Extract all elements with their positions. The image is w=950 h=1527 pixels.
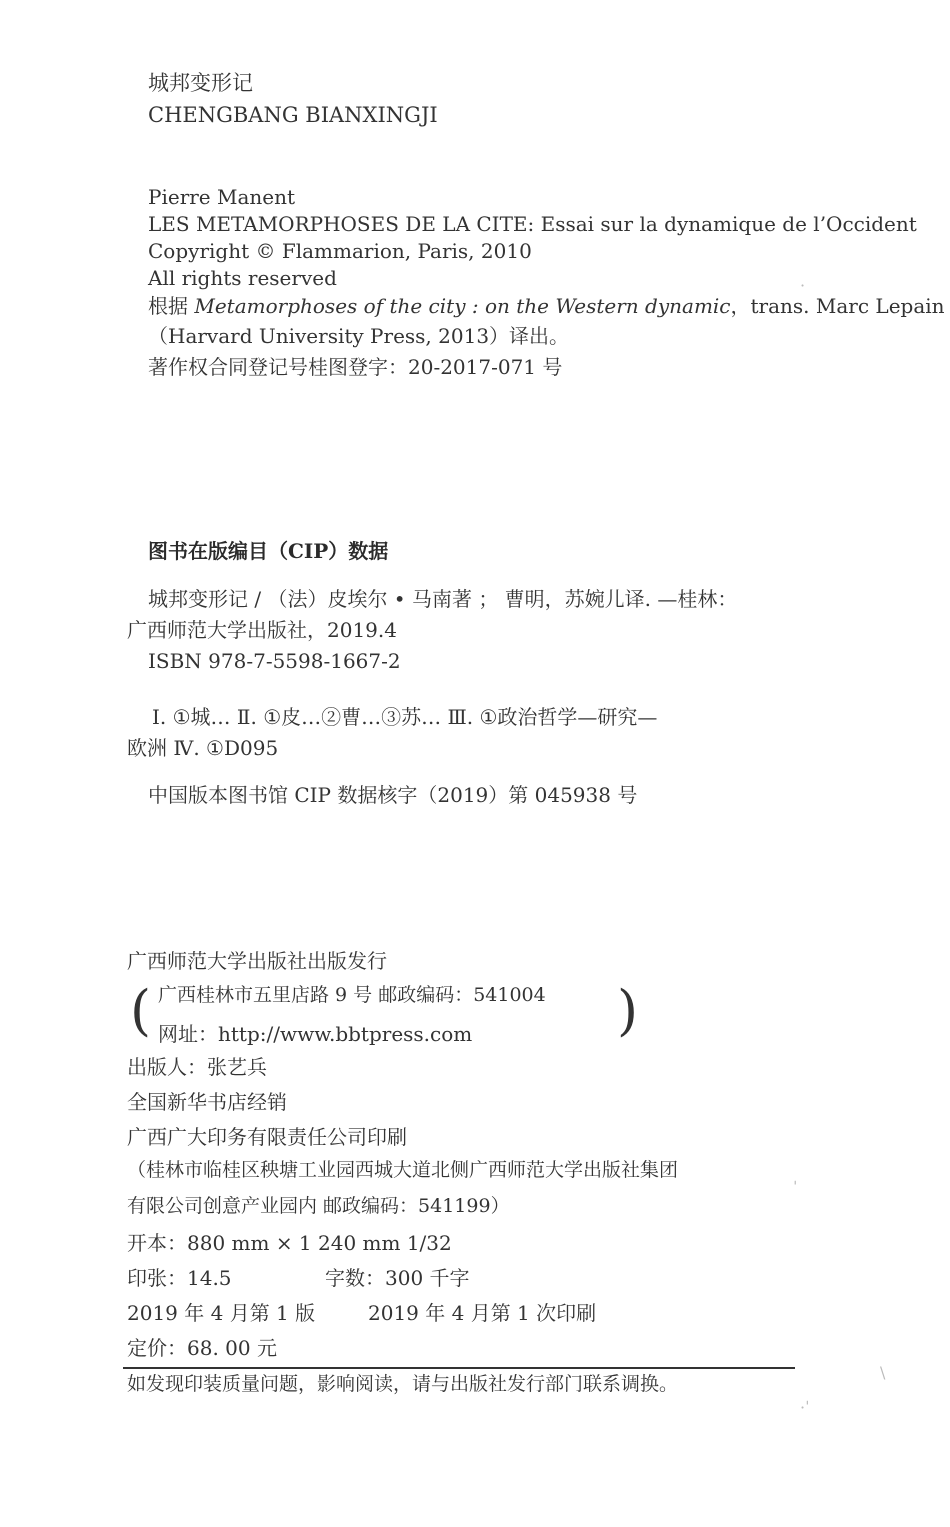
pinyin-title: CHENGBANG BIANXINGJI [148, 103, 438, 127]
printed-sheets: 印张：14.5 [127, 1266, 232, 1290]
scan-speck: · [800, 276, 806, 295]
scan-speck: ·ˈ [800, 1398, 810, 1417]
distributor: 全国新华书店经销 [127, 1090, 287, 1114]
original-title: LES METAMORPHOSES DE LA CITE: Essai sur la dynamique de l’Occident [148, 212, 917, 236]
word-count: 字数：300 千字 [325, 1266, 470, 1290]
rights-reserved: All rights reserved [148, 266, 337, 290]
based-on-line-2: （Harvard University Press, 2013）译出。 [148, 324, 570, 348]
author: Pierre Manent [148, 185, 296, 209]
cn-title: 城邦变形记 [148, 71, 253, 95]
printer: 广西广大印务有限责任公司印刷 [127, 1125, 407, 1149]
cip-verification: 中国版本图书馆 CIP 数据核字（2019）第 045938 号 [148, 783, 638, 807]
registration-number: 著作权合同登记号桂图登字：20-2017-071 号 [148, 355, 563, 379]
printer-address-1: （桂林市临桂区秧塘工业园西城大道北侧广西师范大学出版社集团 [127, 1159, 679, 1181]
edition: 2019 年 4 月第 1 版 [127, 1301, 316, 1325]
format: 开本：880 mm × 1 240 mm 1/32 [127, 1231, 452, 1255]
scan-speck: ˈ [793, 1178, 798, 1197]
based-on-line [148, 296, 945, 316]
publisher-website: 网址：http://www.bbtpress.com [158, 1022, 473, 1046]
based-suffix: ，trans. Marc Lepain [730, 294, 945, 318]
printing: 2019 年 4 月第 1 次印刷 [368, 1301, 597, 1325]
cip-heading: 图书在版编目（CIP）数据 [148, 539, 389, 563]
printer-address-2: 有限公司创意产业园内 邮政编码：541199） [127, 1195, 510, 1217]
divider [123, 1367, 795, 1369]
price: 定价：68. 00 元 [127, 1336, 277, 1360]
source-title: Metamorphoses of the city : on the Western dynamic [194, 294, 731, 318]
publisher-address: 广西桂林市五里店路 9 号 邮政编码：541004 [158, 984, 546, 1006]
cip-classification-1: Ⅰ. ①城… Ⅱ. ①皮…②曹…③苏… Ⅲ. ①政治哲学—研究— [152, 705, 658, 729]
open-paren: ( [130, 979, 152, 1042]
cip-line-2: 广西师范大学出版社，2019.4 [127, 618, 397, 642]
based-prefix: 根据 [148, 294, 195, 318]
cip-classification-2: 欧洲 Ⅳ. ①D095 [127, 736, 279, 760]
publisher-line: 广西师范大学出版社出版发行 [127, 949, 387, 973]
scan-speck: \ [880, 1363, 886, 1382]
publisher-person: 出版人：张艺兵 [127, 1055, 267, 1079]
copyright-line: Copyright © Flammarion, Paris, 2010 [148, 239, 532, 263]
cip-line-1: 城邦变形记 / （法）皮埃尔 • 马南著 ； 曹明，苏婉儿译. —桂林： [148, 587, 738, 611]
close-paren: ) [617, 979, 639, 1042]
quality-notice: 如发现印装质量问题，影响阅读，请与出版社发行部门联系调换。 [127, 1373, 679, 1395]
isbn: ISBN 978-7-5598-1667-2 [148, 649, 401, 673]
